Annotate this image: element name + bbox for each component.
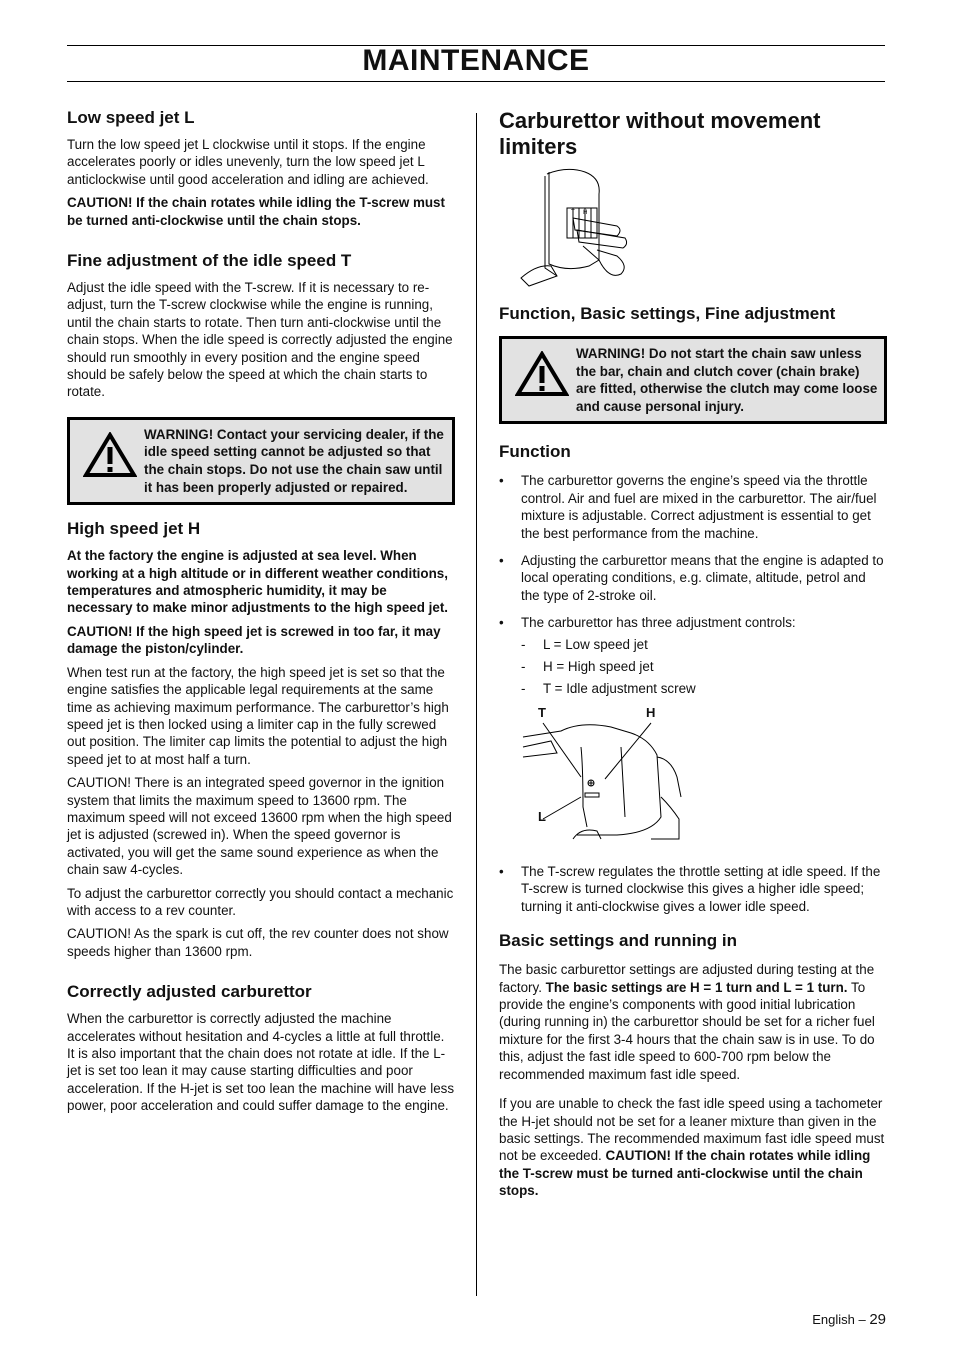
correct-body: When the carburettor is correctly adjusted the machine accelerates without hesitation and 4-cycles a little at full throttle. It is also important that the chain does not rotate at idle. If the L-jet is set too lean it may cause starting difficulties and poor acceleration. If the H-jet is set too lean the machine will have less power, poor acceleration and could suffer damage to the engine. bbox=[67, 1011, 455, 1114]
low-speed-caution: CAUTION! If the chain rotates while idling the T-screw must be turned anti-clockwise until the chain stops. bbox=[67, 195, 445, 228]
func-basic-heading: Function, Basic settings, Fine adjustment bbox=[499, 304, 836, 323]
right-column bbox=[499, 108, 887, 1206]
title-underline bbox=[67, 81, 885, 82]
warning-text-start: WARNING! Do not start the chain saw unless the bar, chain and clutch cover (chain brake) are fitted, otherwise the clutch may come loose and cause personal injury. bbox=[576, 346, 878, 414]
list-item: - T = Idle adjustment screw bbox=[521, 680, 887, 697]
warning-box-start bbox=[499, 336, 887, 424]
adjustment-figure bbox=[521, 707, 691, 847]
warning-text-idle: WARNING! Contact your servicing dealer, if the idle speed setting cannot be adjusted so that the chain stops. Do not use the chain saw until it has been properly adjusted or repaired. bbox=[144, 426, 444, 495]
low-speed-heading: Low speed jet L bbox=[67, 108, 195, 127]
text-run: To provide the engine’s components with good initial lubrication (during running in) the carburettor should be set for a richer fuel mixture for the first 3-4 hours that the chain saw is in use. To do this, adjust the fast idle speed to 600-700 rpm below the recommended maximum fast idle speed. bbox=[499, 979, 875, 1082]
carburettor-figure bbox=[517, 168, 887, 292]
carburettor-title: Carburettor without movement limiters bbox=[499, 108, 821, 159]
svg-text:T: T bbox=[571, 209, 575, 216]
list-item: • The T-screw regulates the throttle setting at idle speed. If the T-screw is turned clockwise this gives a higher idle speed; turning it anti-clockwise gives a lower idle speed. bbox=[499, 863, 887, 915]
list-item: • Adjusting the carburettor means that the engine is adapted to local operating conditions, e.g. climate, altitude, petrol and the type of 2-stroke oil. bbox=[499, 552, 887, 604]
function-heading: Function bbox=[499, 442, 571, 462]
footer-dash: – bbox=[858, 1312, 866, 1327]
left-column bbox=[67, 108, 455, 1121]
controls-list bbox=[521, 636, 887, 697]
text-run-bold: The basic settings are H = 1 turn and L = 1 turn. bbox=[545, 979, 848, 995]
list-item: • The carburettor governs the engine’s speed via the throttle control. Air and fuel are mixed in the carburettor. The air/fuel mixture is adjustable. Correct adjustment is essential to get the best performance from the machine. bbox=[499, 472, 887, 542]
high-speed-p6: CAUTION! As the spark is cut off, the rev counter does not show speeds higher than 13600 rpm. bbox=[67, 926, 449, 959]
page-title: MAINTENANCE bbox=[362, 44, 590, 77]
warning-triangle-icon bbox=[76, 426, 144, 496]
high-speed-p3: When test run at the factory, the high speed jet is set so that the engine satisfies the applicable legal requirements at the same time as achieving maximum performance. The carburettor’s high speed jet is then locked using a limiter cap in the fully screwed out position. The limiter cap limits the potential to adjust the high speed jet to at most half a turn. bbox=[67, 664, 449, 767]
list-item: - H = High speed jet bbox=[521, 658, 887, 675]
high-speed-p2: CAUTION! If the high speed jet is screwed in too far, it may damage the piston/cylinder. bbox=[67, 623, 441, 657]
page-number: 29 bbox=[869, 1311, 886, 1328]
figure-label-l: L bbox=[538, 809, 546, 825]
list-item: - L = Low speed jet bbox=[521, 636, 887, 653]
text-run-bold: CAUTION! If the chain rotates while idling the T-screw must be turned anti-clockwise until the chain stops. bbox=[499, 1148, 871, 1199]
correct-heading: Correctly adjusted carburettor bbox=[67, 982, 312, 1002]
tscrew-list bbox=[499, 863, 887, 915]
column-divider bbox=[476, 113, 477, 1296]
list-item-text: The carburettor has three adjustment controls: bbox=[521, 615, 796, 631]
fine-adjust-body: Adjust the idle speed with the T-screw. If it is necessary to re-adjust, turn the T-screw clockwise while the engine is running, until the chain starts to rotate. Then turn anti-clockwise until the chain stops. When the idle speed is correctly adjusted the engine should run smoothly in every position and the engine speed should be safely below the speed at which the chain starts to rotate. bbox=[67, 280, 453, 400]
basic-settings-p2 bbox=[499, 1095, 887, 1199]
basic-settings-p1 bbox=[499, 961, 887, 1083]
warning-box-idle bbox=[67, 417, 455, 505]
svg-text:H: H bbox=[583, 209, 588, 216]
high-speed-p5: To adjust the carburettor correctly you should contact a mechanic with access to a rev counter. bbox=[67, 885, 454, 918]
footer-language: English bbox=[812, 1312, 855, 1327]
text-run: If you are unable to check the fast idle speed using a tachometer the H-jet should not be set for a leaner mixture than given in the basic settings. The recommended maximum fast idle speed must not be exceeded. bbox=[499, 1096, 885, 1164]
low-speed-body: Turn the low speed jet L clockwise until it stops. If the engine accelerates poorly or idles unevenly, turn the low speed jet L anticlockwise until good acceleration and idling are achieved. bbox=[67, 137, 429, 187]
warning-triangle-icon bbox=[508, 345, 576, 415]
function-list bbox=[499, 472, 887, 697]
high-speed-p4: CAUTION! There is an integrated speed governor in the ignition system that limits the maximum speed to 13600 rpm. The maximum speed will not exceed 13600 rpm when the high speed jet is adjusted (screwed in). When the speed governor is activated, you will get the same sound experience as when the chain saw 4-cycles. bbox=[67, 775, 452, 878]
high-speed-heading: High speed jet H bbox=[67, 519, 201, 539]
high-speed-p1: At the factory the engine is adjusted at sea level. When working at a high altitude or in different weather conditions, temperatures and atmospheric humidity, it may be necessary to make minor adjustments to the high speed jet. bbox=[67, 548, 448, 616]
figure-label-t: T bbox=[538, 705, 546, 721]
list-item bbox=[499, 614, 887, 697]
fine-adjust-heading: Fine adjustment of the idle speed T bbox=[67, 251, 352, 271]
page-footer bbox=[812, 1311, 886, 1328]
text-run: The basic carburettor settings are adjusted during testing at the factory. bbox=[499, 962, 875, 995]
basic-settings-heading: Basic settings and running in bbox=[499, 931, 738, 951]
figure-label-h: H bbox=[646, 705, 656, 721]
